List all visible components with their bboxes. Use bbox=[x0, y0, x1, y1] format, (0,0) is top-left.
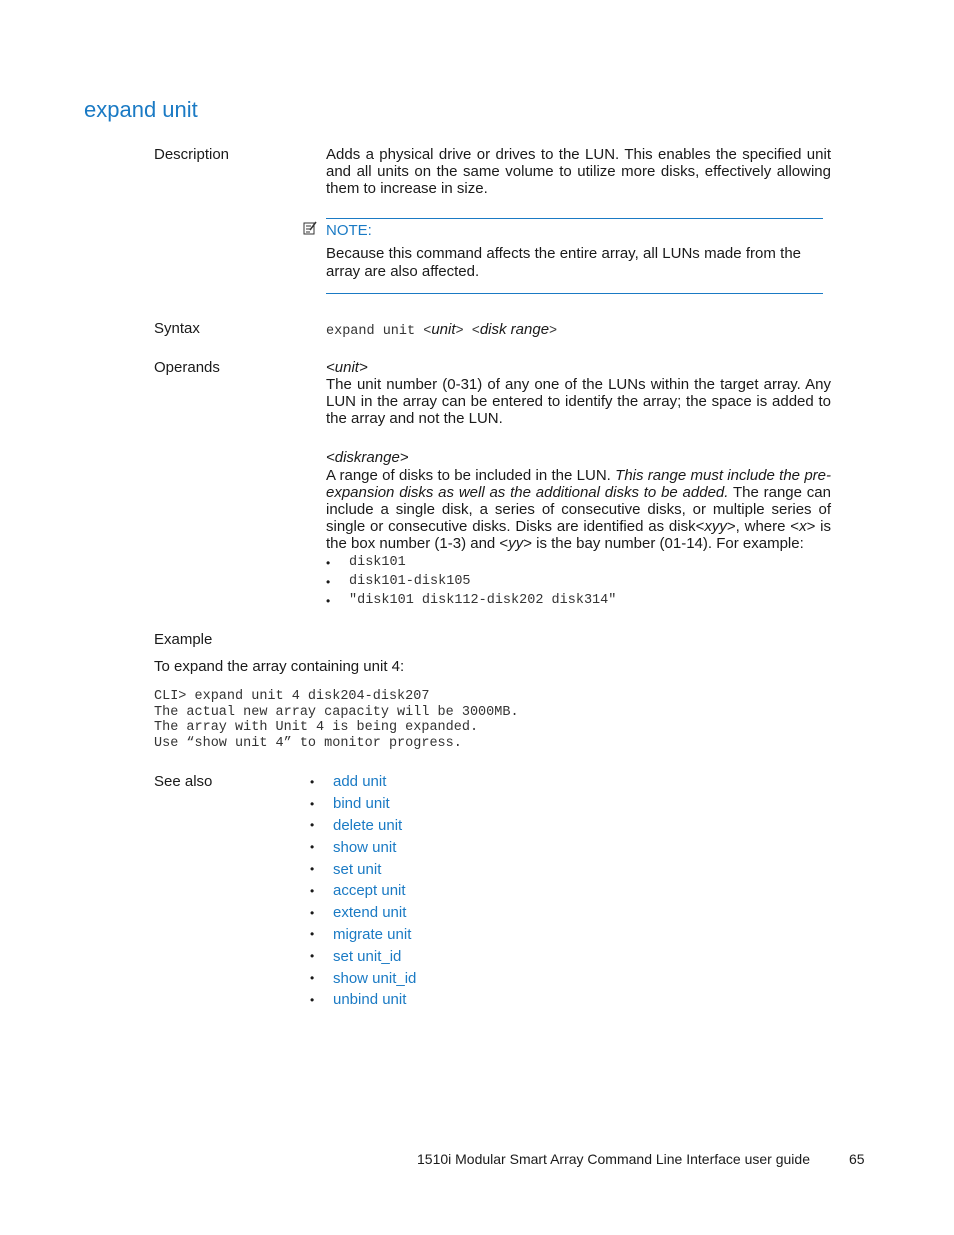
list-item: • "disk101 disk112-disk202 disk314" bbox=[326, 593, 617, 608]
link-bind-unit[interactable]: bind unit bbox=[333, 795, 390, 813]
see-also-item: • accept unit bbox=[310, 882, 406, 900]
link-extend-unit[interactable]: extend unit bbox=[333, 904, 407, 922]
see-also-item: • show unit bbox=[310, 838, 397, 856]
see-also-item: • migrate unit bbox=[310, 925, 412, 943]
operand-disk-name: <diskrange> bbox=[326, 449, 409, 466]
page-number: 65 bbox=[849, 1151, 865, 1167]
link-set-unit[interactable]: set unit bbox=[333, 860, 382, 878]
syntax-cmd: expand unit < bbox=[326, 324, 432, 339]
footer-title: 1510i Modular Smart Array Command Line Interface user guide bbox=[417, 1151, 810, 1167]
see-also-item: • add unit bbox=[310, 773, 387, 791]
syntax-end: > bbox=[549, 324, 558, 339]
link-accept-unit[interactable]: accept unit bbox=[333, 882, 406, 900]
operand-unit-name: <unit> bbox=[326, 359, 368, 376]
syntax-mid: > < bbox=[455, 324, 480, 339]
see-also-label: See also bbox=[154, 773, 213, 790]
see-also-item: • bind unit bbox=[310, 795, 390, 813]
link-migrate-unit[interactable]: migrate unit bbox=[333, 925, 412, 943]
example-label: Example bbox=[154, 631, 213, 648]
note-text: Because this command affects the entire array, all LUNs made from the array are also affected. bbox=[326, 245, 801, 280]
syntax-command bbox=[326, 321, 557, 339]
note-bottom-rule bbox=[326, 293, 823, 294]
link-delete-unit[interactable]: delete unit bbox=[333, 816, 403, 834]
see-also-item: • set unit bbox=[310, 860, 382, 878]
page-title: expand unit bbox=[84, 97, 198, 122]
see-also-item: • delete unit bbox=[310, 816, 403, 834]
see-also-item: • extend unit bbox=[310, 904, 407, 922]
description-label: Description bbox=[154, 146, 230, 163]
operand-unit-text: The unit number (0-31) of any one of the LUNs within the target array. Any LUN in the array can be entered to identify the array; the space is added to the array and not the LUN. bbox=[326, 376, 831, 427]
link-show-unit-id[interactable]: show unit_id bbox=[333, 969, 417, 987]
note-title: NOTE: bbox=[326, 222, 372, 239]
see-also-list bbox=[310, 771, 416, 1011]
syntax-label: Syntax bbox=[154, 320, 200, 337]
disk-examples-list bbox=[326, 553, 616, 610]
link-add-unit[interactable]: add unit bbox=[333, 773, 387, 791]
list-item: • disk101 bbox=[326, 555, 406, 570]
example-code-block: CLI> expand unit 4 disk204-disk207 The actual new array capacity will be 3000MB. The array with Unit 4 is being expanded. Use “show unit 4” to monitor progress. bbox=[154, 689, 519, 752]
operands-label: Operands bbox=[154, 359, 220, 376]
syntax-arg-unit: unit bbox=[431, 321, 456, 338]
note-icon bbox=[303, 221, 317, 235]
link-unbind-unit[interactable]: unbind unit bbox=[333, 991, 407, 1009]
link-set-unit-id[interactable]: set unit_id bbox=[333, 947, 402, 965]
see-also-item: • unbind unit bbox=[310, 991, 407, 1009]
description-text: Adds a physical drive or drives to the LUN. This enables the specified unit and all units on the same volume to utilize more disks, effectively allowing them to increase in size. bbox=[326, 146, 831, 197]
operand-disk-text: A range of disks to be included in the LUN. This range must include the pre-expansion disks as well as the additional disks to be added. The range can include a single disk, a series of consecutive disks, or multiple series of single or consecutive disks. Disks are identified as disk<xyy>, where <x> is the box number (1-3) and <yy> is the bay number (01-14). For example: bbox=[326, 467, 831, 552]
see-also-item: • show unit_id bbox=[310, 969, 417, 987]
link-show-unit[interactable]: show unit bbox=[333, 838, 397, 856]
see-also-item: • set unit_id bbox=[310, 947, 402, 965]
note-top-rule bbox=[326, 218, 823, 219]
syntax-arg-disk-range: disk range bbox=[479, 321, 550, 338]
example-intro: To expand the array containing unit 4: bbox=[154, 658, 405, 675]
list-item: • disk101-disk105 bbox=[326, 574, 471, 589]
